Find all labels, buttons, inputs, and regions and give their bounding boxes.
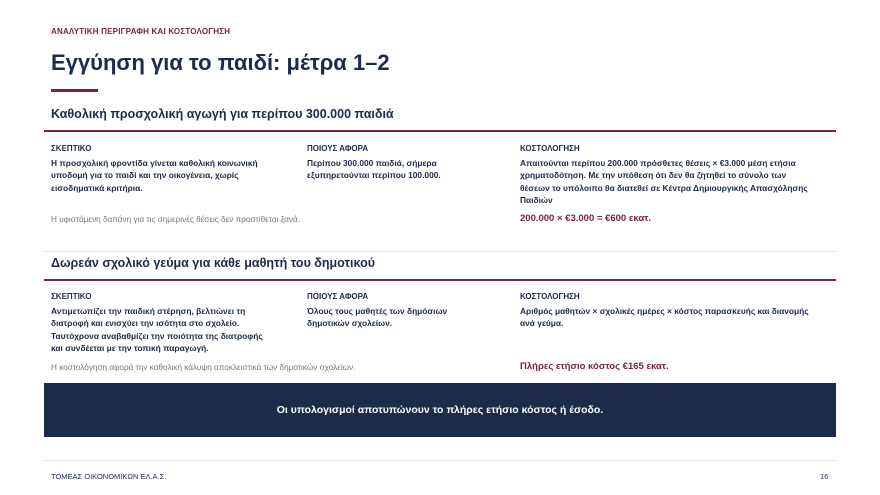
cost-column-preschool: [520, 143, 810, 207]
title-accent-rule: [51, 89, 98, 92]
rationale-label: ΣΚΕΠΤΙΚΟ: [51, 292, 92, 301]
rationale-text: Αντιμετωπίζει την παιδική στέρηση, βελτιώνει τη διατροφή και ενισχύει την ισότητα στο σχολείο. Ταυτόχρονα αναβαθμίζει την ποιότητα της διατροφής και συνδέεται με την τοπική παραγωγή.: [51, 305, 263, 353]
target-column-preschool: [307, 143, 487, 182]
summary-banner-text: Οι υπολογισμοί αποτυπώνουν το πλήρες ετήσιο κόστος ή έσοδο.: [276, 404, 604, 416]
rationale-text: Η προσχολική φροντίδα γίνεται καθολική κοινωνική υποδομή για το παιδί και την οικογένεια, χωρίς εισοδηματικά κριτήρια.: [51, 157, 258, 193]
note-school-meal: Η κοστολόγηση αφορά την καθολική κάλυψη αποκλειστικά των δημοτικών σχολείων.: [51, 363, 356, 372]
page-number: 16: [820, 472, 829, 481]
target-label: ΠΟΙΟΥΣ ΑΦΟΡΑ: [307, 144, 369, 153]
rationale-label: ΣΚΕΠΤΙΚΟ: [51, 144, 92, 153]
cost-label: ΚΟΣΤΟΛΟΓΗΣΗ: [520, 292, 580, 301]
cost-text: Αριθμός μαθητών × σχολικές ημέρες × κόστος παρασκευής και διανομής ανά γεύμα.: [520, 305, 809, 328]
target-label: ΠΟΙΟΥΣ ΑΦΟΡΑ: [307, 292, 369, 301]
summary-banner: [44, 383, 836, 437]
section-title-preschool: Καθολική προσχολική αγωγή για περίπου 300.000 παιδιά: [51, 107, 394, 121]
rationale-column-preschool: [51, 143, 276, 194]
section-title-school-meal: Δωρεάν σχολικό γεύμα για κάθε μαθητή του δημοτικού: [51, 256, 375, 270]
cost-column-school-meal: [520, 291, 810, 330]
footer-organization: ΤΟΜΕΑΣ ΟΙΚΟΝΟΜΙΚΩΝ ΕΛ.Α.Σ.: [51, 472, 167, 481]
target-text: Όλους τους μαθητές των δημόσιων δημοτικών σχολείων.: [307, 305, 448, 328]
section-divider: [44, 251, 836, 252]
result-preschool: 200.000 × €3.000 = €600 εκατ.: [520, 213, 652, 224]
slide-kicker: ΑΝΑΛΥΤΙΚΗ ΠΕΡΙΓΡΑΦΗ ΚΑΙ ΚΟΣΤΟΛΟΓΗΣΗ: [51, 27, 231, 36]
result-school-meal: Πλήρες ετήσιο κόστος €165 εκατ.: [520, 361, 669, 372]
footer-rule: [44, 460, 836, 461]
slide-title: Εγγύηση για το παιδί: μέτρα 1–2: [51, 50, 390, 75]
cost-label: ΚΟΣΤΟΛΟΓΗΣΗ: [520, 144, 580, 153]
section-rule-school-meal: [44, 279, 836, 281]
note-preschool: Η υφιστάμενη δαπάνη για τις σημερινές θέσεις δεν προστίθεται ξανά.: [51, 215, 300, 224]
target-text: Περίπου 300.000 παιδιά, σήμερα εξυπηρετούνται περίπου 100.000.: [307, 157, 441, 180]
cost-text: Απαιτούνται περίπου 200.000 πρόσθετες θέσεις × €3.000 μέση ετήσια χρηματοδότηση. Με την υπόθεση ότι δεν θα ζητηθεί το σύνολο των θέσεων το υπόλοιπο θα διατεθεί σε Κέντρα Δημιουργικής Απασχόλησης Παιδιών: [520, 157, 808, 205]
section-rule-preschool: [44, 130, 836, 132]
target-column-school-meal: [307, 291, 487, 330]
rationale-column-school-meal: [51, 291, 276, 355]
